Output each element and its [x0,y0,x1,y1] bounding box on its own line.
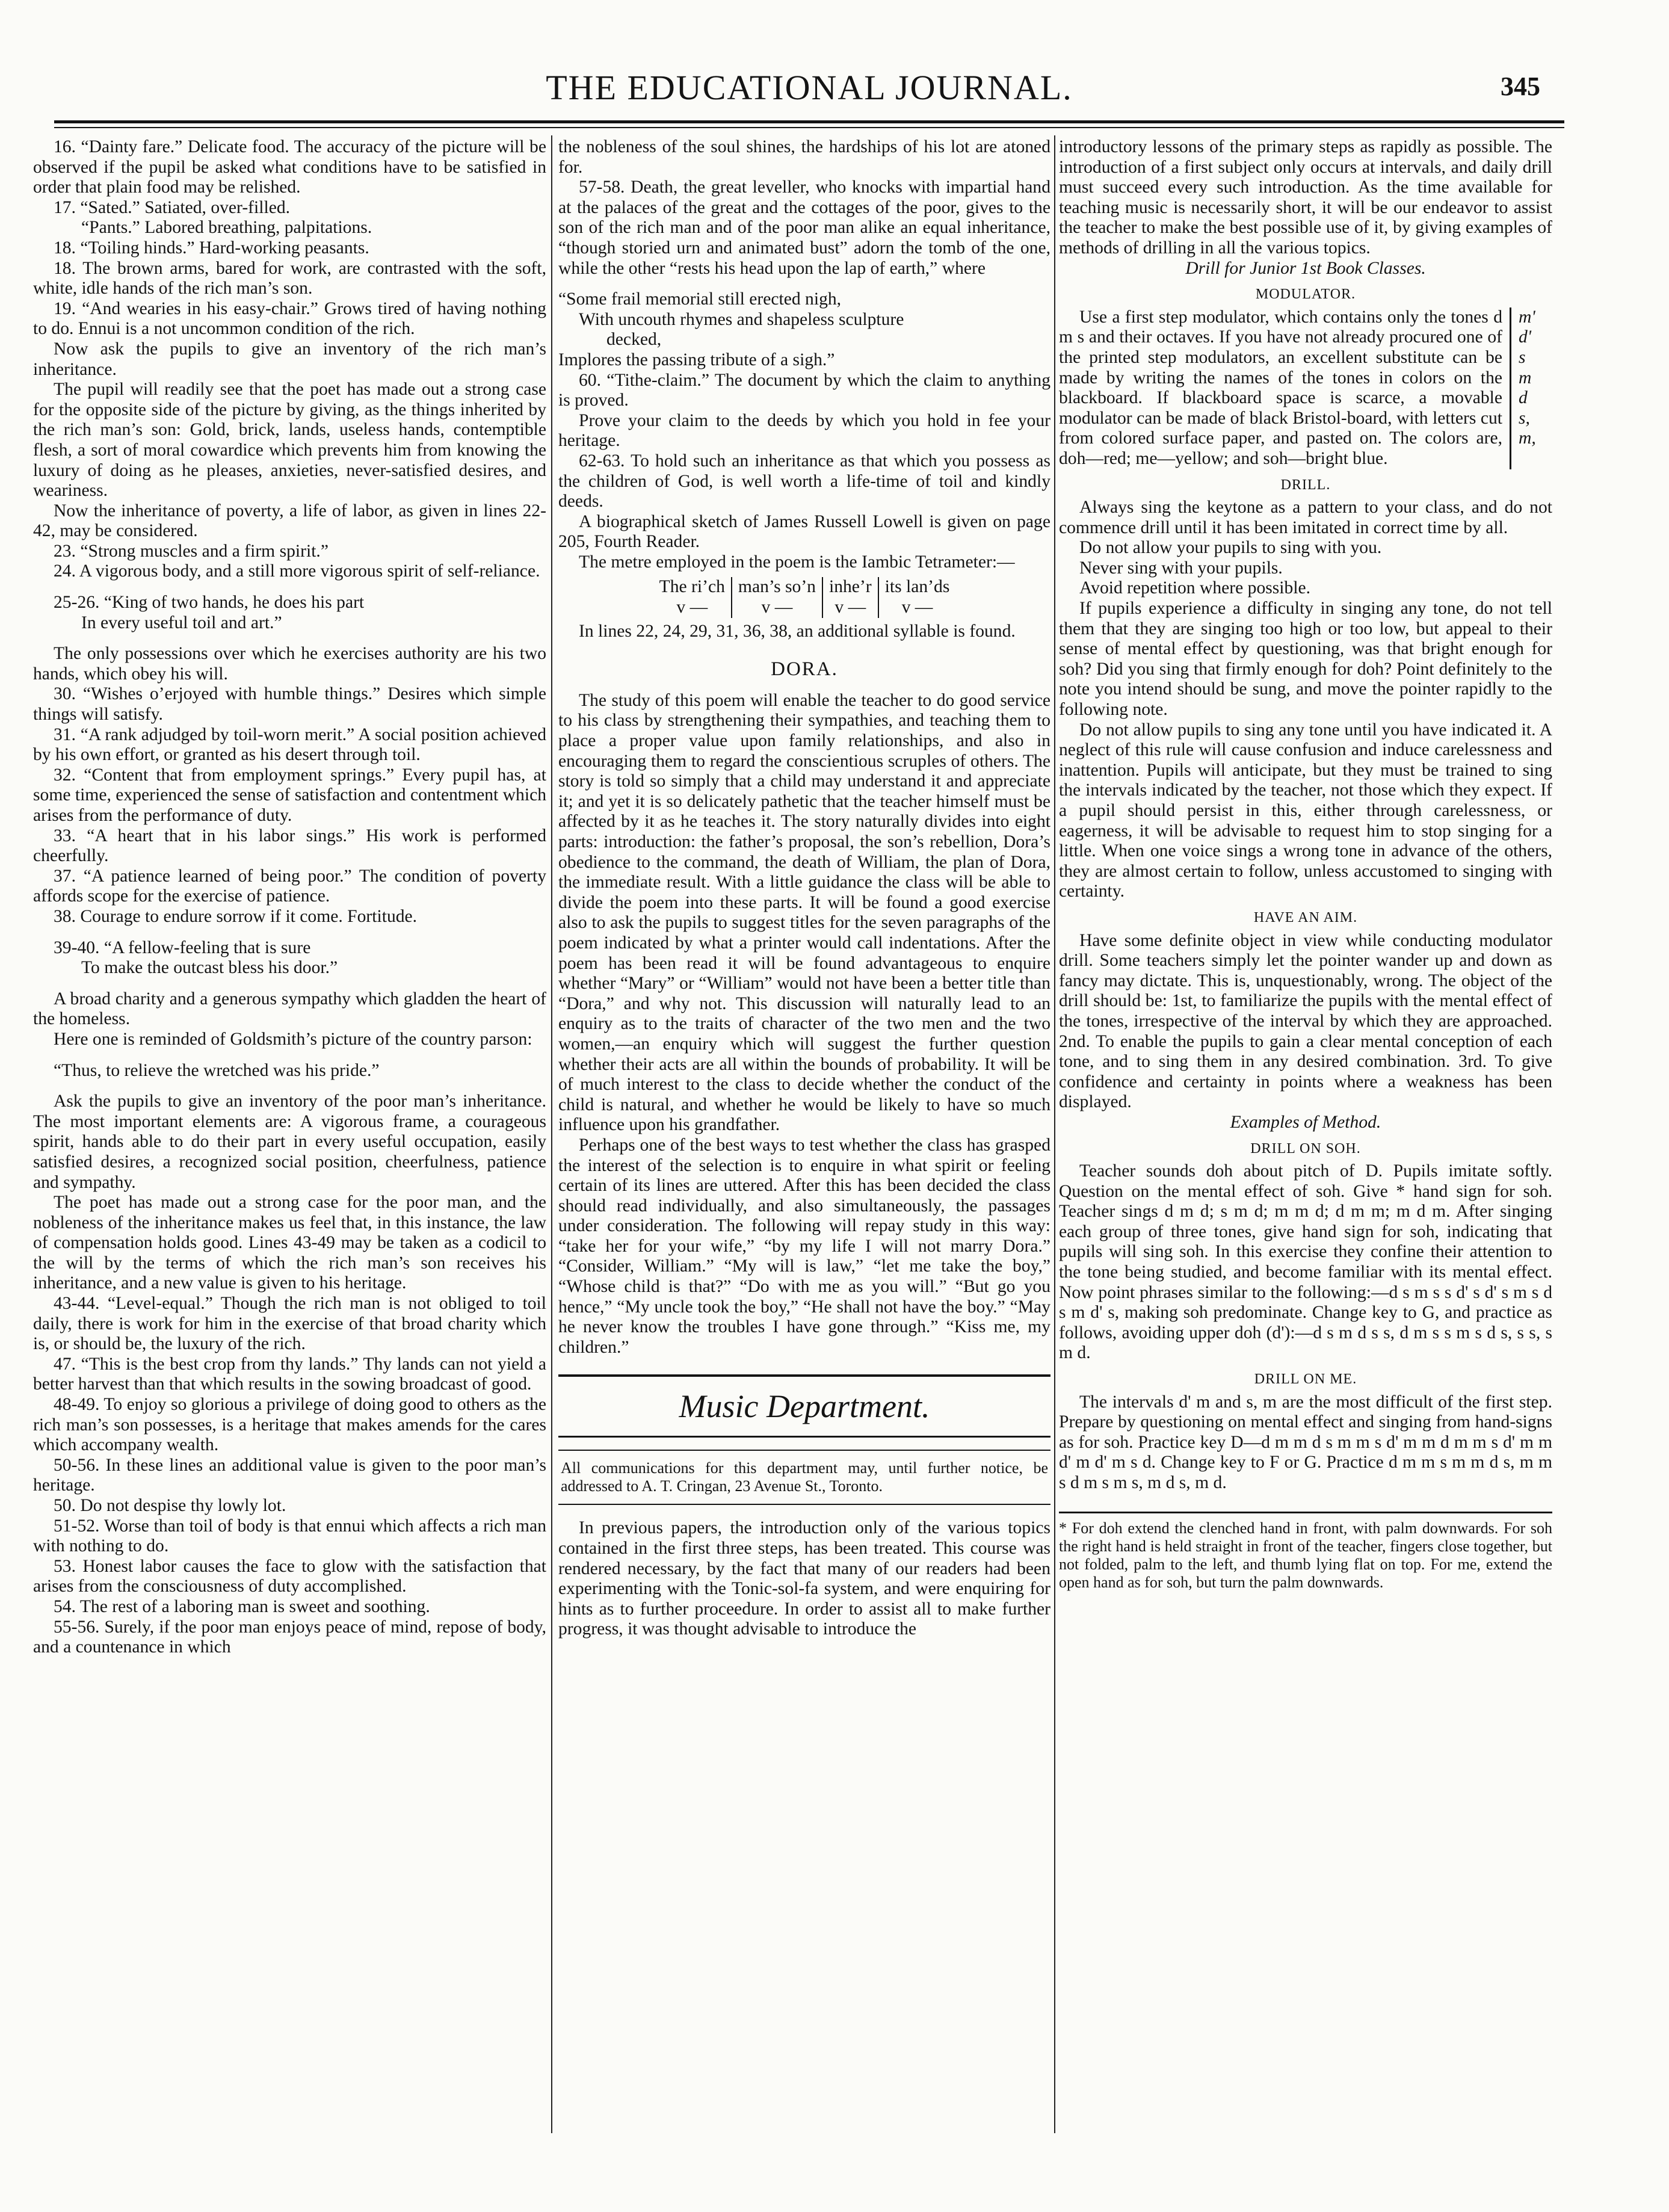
paragraph: 18. The brown arms, bared for work, are contrasted with the soft, white, idle hands of the rich man’s son. [33,258,546,298]
verse-line: 25-26. “King of two hands, he does his part [54,593,365,613]
paragraph: 30. “Wishes o’erjoyed with humble things.” Desires which simple things will satisfy. [33,684,546,724]
subheading-modulator: MODULATOR. [1255,286,1356,303]
subheading-me: DRILL ON ME. [1254,1371,1357,1388]
paragraph: 51-52. Worse than toil of body is that ennui which affects a rich man with nothing to do. [33,1516,546,1556]
paragraph: Never sing with your pupils. [1079,558,1283,578]
paragraph: 31. “A rank adjudged by toil-worn merit.” A social position achieved by his own effort, or granted as his desert through toil. [33,724,546,765]
paragraph: 54. The rest of a laboring man is sweet and soothing. [54,1596,430,1616]
paragraph: Avoid repetition where possible. [1079,578,1311,598]
paragraph: 50-56. In these lines an additional value is given to the poor man’s heritage. [33,1455,546,1495]
tone: d' [1519,327,1532,347]
paragraph: The poet has made out a strong case for the poor man, and the nobleness of the inheritance makes us feel that, in this instance, the law of compensation holds good. Lines 43-49 may be taken as a codicil to the will by the terms of which the rich man’s son receives his inheritance, and a new value is given to his heritage. [33,1193,546,1293]
paragraph: 32. “Content that from employment springs.” Every pupil has, at some time, experienced the sense of satisfaction and contentment which arises from the performance of duty. [33,765,546,825]
music-notice: All communications for this department may, until further notice, be addressed to A. T. Cringan, 23 Avenue St., Toronto. [558,1450,1050,1505]
paragraph: 24. A vigorous body, and a still more vigorous spirit of self-reliance. [54,561,540,581]
foot-words: The ri’ch [659,577,725,597]
paragraph: 18. “Toiling hinds.” Hard-working peasants. [54,238,369,258]
subheading-drill: Drill for Junior 1st Book Classes. [1185,258,1426,278]
paragraph: In previous papers, the introduction only of the various topics contained in the first three steps, has been treated. This course was rendered necessary, by the fact that many of our readers had been experimenting with the Tonic-sol-fa system, and were enquiring for hints as to further proceedure. In order to assist all to make further progress, it was thought advisable to introduce the [558,1518,1050,1639]
paragraph: 50. Do not despise thy lowly lot. [54,1496,286,1515]
foot-marks: v — [676,598,708,617]
tone: m, [1519,428,1536,448]
verse-line: 39-40. “A fellow-feeling that is sure [54,938,311,957]
paragraph: 57-58. Death, the great leveller, who knocks with impartial hand at the palaces of the great and the cottages of the poor, gives to the son of the rich man and of the poor man alike an equal inheritance, “though storied urn and animated bust” adorn the tomb of the one, while the other “rests his head upon the lap of earth,” where [558,178,1050,278]
metre-foot [732,577,823,617]
section-title-dora: DORA. [771,658,838,681]
paragraph: 37. “A patience learned of being poor.” The condition of poverty affords scope for the exercise of patience. [33,866,546,906]
verse-line: Implores the passing tribute of a sigh.” [558,350,835,369]
paragraph: 60. “Tithe-claim.” The document by which the claim to anything is proved. [558,370,1050,410]
metre-scansion [558,577,1050,617]
column-right [1059,137,1552,2129]
column-left [33,137,546,2129]
quotation: “Thus, to relieve the wretched was his pride.” [54,1060,380,1080]
tone: s, [1519,408,1530,428]
tone: d [1519,388,1528,408]
section-title-music: Music Department. [679,1388,930,1425]
music-department-banner [558,1374,1050,1438]
tone: m' [1519,307,1535,327]
header-rule-thin [54,127,1564,128]
paragraph: 16. “Dainty fare.” Delicate food. The accuracy of the picture will be observed if the pupil be asked what conditions have to be satisfied in order that plain food may be relished. [33,137,546,197]
paragraph: 55-56. Surely, if the poor man enjoys peace of mind, repose of body, and a countenance in which [33,1617,546,1657]
paragraph: A broad charity and a generous sympathy which gladden the heart of the homeless. [33,989,546,1029]
foot-words: its lan’ds [884,577,950,597]
tone: s [1519,347,1526,367]
paragraph: 53. Honest labor causes the face to glow with the satisfaction that arises from the consciousness of duty accomplished. [33,1556,546,1596]
paragraph: “Pants.” Labored breathing, palpitations. [81,218,372,238]
foot-words: inhe’r [828,577,872,597]
subheading-drill-small: DRILL. [1280,477,1331,493]
paragraph: Prove your claim to the deeds by which you hold in fee your heritage. [558,410,1050,451]
verse-line: With uncouth rhymes and shapeless sculpture [579,309,904,329]
paragraph: The pupil will readily see that the poet has made out a strong case for the opposite side of the picture by giving, as the things inherited by the rich man’s son: Gold, brick, lands, useless hands, contemptible flesh, a sort of moral cowardice which prevents him from knowing the luxury of doing as he pleases, anxieties, never-satisfied desires, and weariness. [33,380,546,501]
column-rule-right [1054,135,1055,2133]
running-head [54,67,1564,116]
paragraph: Have some definite object in view while conducting modulator drill. Some teachers simply let the pointer wander up and down as fancy may dictate. This is, unquestionably, wrong. The object of the drill should be: 1st, to familiarize the pupils with the mental effect of the tones, irrespective of the interval by which they are approached. 2nd. To enable the pupils to gain a clear mental conception of each tone, and to sing them in any desired combination. 3rd. To give confidence and certainty in points where a weakness has been displayed. [1059,930,1552,1112]
paragraph: the nobleness of the soul shines, the hardships of his lot are atoned for. [558,137,1050,177]
paragraph: 62-63. To hold such an inheritance as that which you possess as the children of God, is well worth a life-time of toil and kindly deeds. [558,451,1050,511]
paragraph: Now the inheritance of poverty, a life of labor, as given in lines 22-42, may be considered. [33,501,546,541]
subheading-examples: Examples of Method. [1230,1112,1381,1132]
paragraph: In lines 22, 24, 29, 31, 36, 38, an additional syllable is found. [579,621,1016,641]
foot-marks: v — [761,598,793,617]
paragraph: If pupils experience a difficulty in singing any tone, do not tell them that they are singing too high or too low, but appeal to their sense of mental effect by questioning, was that bright enough for soh? Did you sing that firmly enough for doh? Point definitely to the note you intend should be sung, and move the pointer rapidly to the following note. [1059,599,1552,720]
paragraph: The only possessions over which he exercises authority are his two hands, which obey his will. [33,644,546,684]
verse-line: In every useful toil and art.” [81,613,282,632]
paragraph: Use a first step modulator, which contains only the tones d m s and their octaves. If you have not already procured one of the printed step modulators, an excellent substitute can be made by writing the names of the tones in colors on the blackboard. If blackboard space is scarce, a movable modulator can be made of black Bristol-board, with letters cut from colored surface paper, and pasted on. The colors are, doh—red; me—yellow; and soh—bright blue. [1059,307,1502,468]
subheading-soh: DRILL ON SOH. [1250,1140,1361,1157]
paragraph: 33. “A heart that in his labor sings.” His work is performed cheerfully. [33,826,546,866]
subheading-aim: HAVE AN AIM. [1253,909,1358,925]
paragraph: Teacher sounds doh about pitch of D. Pupils imitate softly. Question on the mental effect of soh. Give * hand sign for soh. Teacher sings d m d; s m d; m m d; d m m; m d m. After singing each group of three tones, give hand sign for soh, indicating that pupils will sing soh. In this exercise they confine their attention to the tone being studied, and become familiar with its mental effect. Now point phrases similar to the following:—d s m s s d' s d' s m s d s m d' s, making soh predominate. Change key to G, and practice as follows, avoiding upper doh (d'):—d s m d s s, d m s s m s d s, s s, s m d. [1059,1161,1552,1363]
paragraph: 43-44. “Level-equal.” Though the rich man is not obliged to toil daily, there is work for him in the exercise of that broad charity which is, or should be, the luxury of the rich. [33,1294,546,1354]
column-middle [558,137,1050,2129]
metre-foot [653,577,732,617]
paragraph: Do not allow pupils to sing any tone until you have indicated it. A neglect of this rule will cause confusion and induce carelessness and inattention. Pupils will anticipate, but they must be trained to sing the intervals indicated by the teacher, not those which they expect. If a pupil should persist in this, either through carelessness, or eagerness, it will be advisable to request him to stop singing for a little. When one voice sings a wrong tone in advance of the others, they are almost certain to follow, unless accustomed to singing with certainty. [1059,720,1552,901]
paragraph: 19. “And wearies in his easy-chair.” Grows tired of having nothing to do. Ennui is a not uncommon condition of the rich. [33,298,546,339]
verse-line: “Some frail memorial still erected nigh, [558,289,842,309]
paragraph: introductory lessons of the primary steps as rapidly as possible. The introduction of a first subject only occurs at intervals, and daily drill must succeed every such introduction. As the time available for teaching music is necessarily short, it will be our endeavor to assist the teacher to make the best possible use of it, by giving examples of methods of drilling in all the various topics. [1059,137,1552,258]
verse-line: To make the outcast bless his door.” [81,958,338,978]
foot-marks: v — [901,598,933,617]
journal-title: THE EDUCATIONAL JOURNAL. [546,68,1073,107]
paragraph: Ask the pupils to give an inventory of the poor man’s inheritance. The most important elements are: A vigorous frame, a courageous spirit, hands able to do their part in every useful occupation, easily satisfied desires, a recognized social position, cheerfulness, patience and sympathy. [33,1092,546,1192]
paragraph: 48-49. To enjoy so glorious a privilege of doing good to others as the rich man’s son possesses, is a heritage that makes amends for the cares which accompany wealth. [33,1395,546,1455]
footnote: * For doh extend the clenched hand in front, with palm downwards. For soh the right hand is held straight in front of the teacher, fingers close together, but not folded, palm to the left, and thumb lying flat on top. For me, extend the open hand as for soh, but turn the palm downwards. [1059,1512,1552,1592]
paragraph: Do not allow your pupils to sing with you. [1079,538,1382,558]
metre-foot [879,577,956,617]
column-rule-left [551,135,552,2133]
metre-foot [823,577,879,617]
paragraph: Perhaps one of the best ways to test whether the class has grasped the interest of the selection is to enquire in what spirit or feeling certain of its lines are uttered. After this has been decided the class should read individually, and also simultaneously, the passages under consideration. The following will repay study in this way: “take her for your wife,” “by my life I will not marry Dora.” “Consider, William.” “My will is law,” “let me take the boy,” “Whose child is that?” “Do with me as you will.” “But go you hence,” “My uncle took the boy,” “He shall not have the boy.” “May he never know the troubles I have gone through.” “Kiss me, my children.” [558,1135,1050,1357]
paragraph: Here one is reminded of Goldsmith’s picture of the country parson: [54,1029,532,1049]
paragraph: Always sing the keytone as a pattern to your class, and do not commence drill until it has been imitated in correct time by all. [1059,498,1552,537]
paragraph: Now ask the pupils to give an inventory of the rich man’s inheritance. [33,339,546,379]
paragraph: 17. “Sated.” Satiated, over-filled. [54,197,291,217]
verse-line: decked, [606,330,662,350]
paragraph: The study of this poem will enable the teacher to do good service to his class by strengthening their sympathies, and teaching them to place a proper value upon family relationships, and also in encouraging them to regard the conscientious scruples of others. The story is told so simply that a child may understand it and appreciate it; and yet it is so delicately pathetic that the teacher himself must be affected by it as he teaches it. The story naturally divides into eight parts: introduction: the father’s proposal, the son’s rebellion, Dora’s obedience to the command, the death of William, the plan of Dora, the immediate result. With a little guidance the class will be able to divide the poem into these parts. It will be found a good exercise also to ask the pupils to suggest titles for the seven paragraphs of the poem indicated by what a printer would call indentations. After the poem has been read it will be found advantageous to enquire whether “Mary” or “William” would not have been a better title than “Dora,” and why not. This discussion will naturally lead to an enquiry as to the traits of character of the two men and the two women,—an enquiry which will suggest the further question whether their acts are all within the bounds of probability. It will be of much interest to the class to decide whether the conduct of the child is natural, and whether he would be likely to have so much influence upon his grandfather. [558,690,1050,1135]
paragraph: The metre employed in the poem is the Iambic Tetrameter:— [579,552,1015,572]
paragraph: 23. “Strong muscles and a firm spirit.” [54,541,329,561]
paragraph: 38. Courage to endure sorrow if it come. Fortitude. [54,906,418,926]
modulator-block [1059,307,1552,469]
modulator-tones [1510,307,1552,469]
paragraph: A biographical sketch of James Russell Lowell is given on page 205, Fourth Reader. [558,511,1050,552]
foot-marks: v — [835,598,866,617]
header-rule [54,120,1564,123]
tone: m [1519,368,1532,388]
paragraph: 47. “This is the best crop from thy lands.” Thy lands can not yield a better harvest than that which results in the sowing broadcast of good. [33,1354,546,1394]
page-number: 345 [1501,72,1540,101]
foot-words: man’s so’n [738,577,816,597]
paragraph: The intervals d' m and s, m are the most difficult of the first step. Prepare by questioning on mental effect and singing from hand-signs as for soh. Practice key D—d m m d s m m s d' m m d m m s d' m m d' m d' m s d. Change key to F or G. Practice d m m s m m d s, m m s d m s m s, m d s, m d. [1059,1392,1552,1492]
